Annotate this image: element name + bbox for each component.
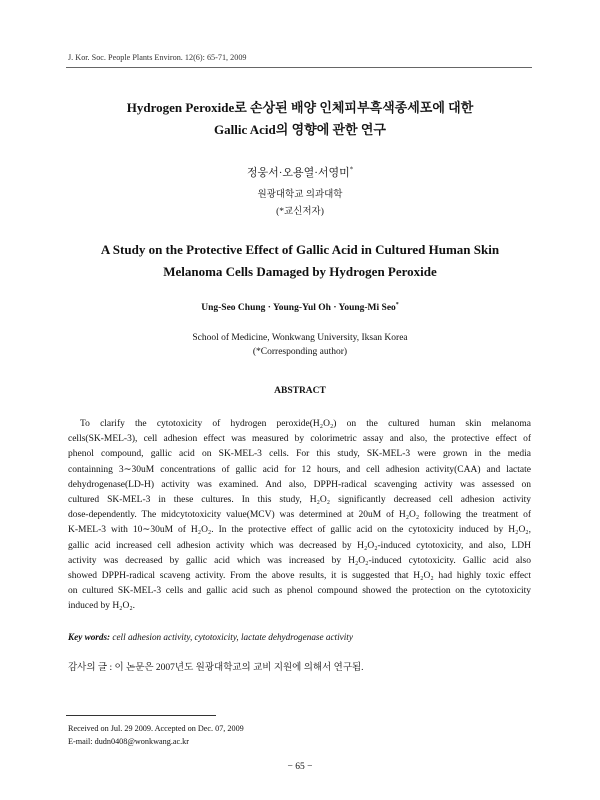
title-english-line: A Study on the Protective Effect of Gallic Acid in Cultured Human Skin — [100, 242, 500, 257]
keywords-text: cell adhesion activity, cytotoxicity, lactate dehydrogenase activity — [112, 632, 353, 642]
corresponding-note-english: (*Corresponding author) — [252, 347, 348, 357]
corresponding-note-korean: (*교신저자) — [276, 207, 324, 217]
abstract-line: on cultured SK-MEL-3 cells and gallic acid such as phenol compound showed the protection on the cytotoxicity — [68, 586, 531, 597]
corresponding-mark: * — [349, 166, 354, 174]
authors-korean — [0, 166, 600, 180]
abstract-line: induced by H₂O₂. — [68, 601, 136, 612]
abstract-line: K-MEL-3 with 10∼30uM of H₂O₂. In the protective effect of gallic acid on the cytotoxicity induced by H₂O₂, — [68, 525, 531, 536]
acknowledgment: 감사의 글 : 이 논문은 2007년도 원광대학교의 교비 지원에 의해서 연구됨. — [68, 663, 364, 673]
page-number: − 65 − — [287, 762, 313, 772]
abstract-line: gallic acid increased cell adhesion activity which was decreased by H₂O₂-induced cytotoxicity, and also, LDH — [68, 540, 531, 551]
abstract-line: phenol compound, gallic acid on SK-MEL-3 cells. For this study, SK-MEL-3 were grown in the media — [68, 449, 531, 460]
keywords — [68, 631, 353, 643]
affiliation-korean: 원광대학교 의과대학 — [257, 190, 343, 200]
authors-english-names: Ung-Seo Chung · Young-Yul Oh · Young-Mi Seo — [201, 303, 396, 313]
abstract-line: showed DPPH-radical scaveng activity. From the above results, it is suggested that H₂O₂ had highly toxic effect — [68, 570, 531, 581]
email-note: E-mail: dudn0408@wonkwang.ac.kr — [68, 737, 190, 746]
title-korean-line: Hydrogen Peroxide로 손상된 배양 인체피부흑색종세포에 대한 — [126, 100, 474, 115]
abstract-line: cultured SK-MEL-3 in these cultures. In this study, H₂O₂ significantly decreased cell adhesion activity — [68, 494, 531, 505]
journal-header: J. Kor. Soc. People Plants Environ. 12(6): 65-71, 2009 — [68, 53, 247, 62]
title-english-line: Melanoma Cells Damaged by Hydrogen Peroxide — [163, 264, 437, 279]
abstract-line: dose-dependently. The midcytotoxicity value(MCV) was determined at 20uM of H₂O₂ following the treatment of — [68, 510, 531, 521]
abstract-body — [68, 417, 531, 614]
abstract-line: To clarify the cytotoxicity of hydrogen peroxide(H₂O₂) on the cultured human skin melanoma — [80, 419, 531, 429]
abstract-line: activity was decreased by gallic acid which was increased by H₂O₂-induced cytotoxicity. Gallic acid also — [68, 555, 531, 566]
title-english — [0, 239, 600, 283]
footnote-rule — [66, 715, 216, 716]
affiliation-english: School of Medicine, Wonkwang University, Iksan Korea — [192, 333, 408, 343]
received-note: Received on Jul. 29 2009. Accepted on Dec. 07, 2009 — [68, 724, 244, 733]
authors-english — [0, 302, 600, 314]
abstract-line: containning 3∼30uM concentrations of gallic acid for 12 hours, and cell adhesion activity(CAA) and lactate — [68, 464, 531, 475]
title-korean — [0, 97, 600, 141]
title-korean-line: Gallic Acid의 영향에 관한 연구 — [214, 122, 386, 137]
abstract-line: cells(SK-MEL-3), cell adhesion effect was measured by colorimetric assay and also, the protective effect of — [68, 434, 531, 445]
corresponding-mark: * — [395, 301, 399, 308]
abstract-heading: ABSTRACT — [274, 386, 326, 396]
keywords-label: Key words: — [68, 632, 111, 642]
header-rule — [66, 67, 532, 68]
abstract-line: dehydrogenase(LD-H) activity was examined. And also, DPPH-radical scavenging activity was assessed on — [68, 479, 531, 490]
authors-korean-names: 정웅서·오용열·서영미 — [246, 167, 350, 179]
